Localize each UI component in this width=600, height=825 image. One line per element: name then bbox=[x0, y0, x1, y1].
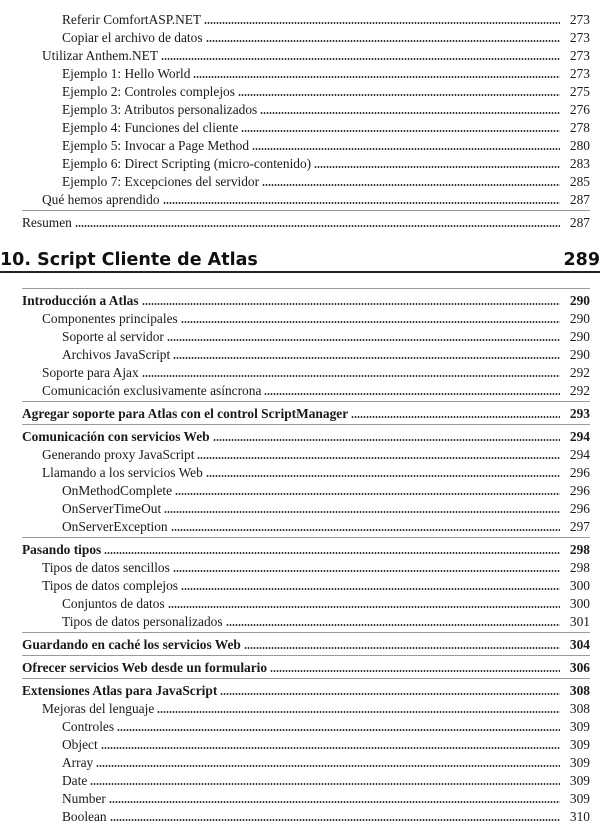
toc-entry-page: 273 bbox=[569, 48, 590, 63]
toc-entry-page: 285 bbox=[569, 174, 590, 189]
chapter-heading bbox=[0, 246, 600, 270]
dot-leader bbox=[244, 646, 560, 650]
dot-leader bbox=[175, 492, 560, 496]
toc-entry-label: Copiar el archivo de datos bbox=[62, 30, 203, 45]
toc-entry-page: 290 bbox=[569, 329, 590, 344]
toc-entry-label: Ejemplo 1: Hello World bbox=[62, 66, 191, 81]
dot-leader bbox=[193, 75, 560, 79]
dot-leader bbox=[163, 201, 560, 205]
toc-entry-page: 297 bbox=[569, 519, 590, 534]
separator-line bbox=[22, 678, 590, 679]
toc-entry bbox=[22, 291, 590, 309]
dot-leader bbox=[252, 147, 560, 151]
dot-leader bbox=[75, 224, 560, 228]
toc-entry-label: Ejemplo 3: Atributos personalizados bbox=[62, 102, 258, 117]
toc-entry-page: 292 bbox=[569, 365, 590, 380]
toc-entry bbox=[62, 771, 590, 789]
dot-leader bbox=[101, 746, 560, 750]
toc-entry-label: Ejemplo 6: Direct Scripting (micro-contenido) bbox=[62, 156, 312, 171]
dot-leader bbox=[181, 320, 560, 324]
separator-line bbox=[22, 632, 590, 633]
dot-leader bbox=[241, 129, 560, 133]
toc-entry-label: Agregar soporte para Atlas con el control ScriptManager bbox=[22, 406, 349, 421]
toc-entry bbox=[62, 345, 590, 363]
toc-entry-label: OnServerTimeOut bbox=[62, 501, 162, 516]
dot-leader bbox=[238, 93, 560, 97]
toc-entry bbox=[62, 499, 590, 517]
toc-entry-label: Object bbox=[62, 737, 98, 752]
toc-entry-label: Soporte para Ajax bbox=[42, 365, 139, 380]
toc-entry-page: 309 bbox=[569, 755, 590, 770]
toc-continued-entries bbox=[0, 10, 600, 208]
toc-entry bbox=[62, 100, 590, 118]
chapter-rule bbox=[0, 271, 600, 273]
dot-leader bbox=[173, 569, 560, 573]
toc-entry-page: 280 bbox=[569, 138, 590, 153]
toc-entry-label: Archivos JavaScript bbox=[62, 347, 171, 362]
toc-entry-label: Referir ComfortASP.NET bbox=[62, 12, 202, 27]
dot-leader bbox=[213, 438, 560, 442]
toc-entry-label: Comunicación con servicios Web bbox=[22, 429, 210, 444]
toc-entry-label: Array bbox=[62, 755, 94, 770]
toc-entry-page: 300 bbox=[569, 596, 590, 611]
toc-entry bbox=[62, 172, 590, 190]
toc-entry-page: 309 bbox=[569, 737, 590, 752]
toc-entry-page: 290 bbox=[569, 293, 590, 308]
toc-entry-page: 296 bbox=[569, 465, 590, 480]
toc-entry-label: OnServerException bbox=[62, 519, 168, 534]
toc-entry-page: 273 bbox=[569, 12, 590, 27]
toc-entry bbox=[42, 699, 590, 717]
toc-entry-label: Boolean bbox=[62, 809, 107, 824]
toc-entry-page: 310 bbox=[569, 809, 590, 824]
dot-leader bbox=[314, 165, 560, 169]
toc-entry-page: 278 bbox=[569, 120, 590, 135]
dot-leader bbox=[167, 338, 560, 342]
toc-entry-page: 287 bbox=[569, 215, 590, 230]
toc-entry-label: Ejemplo 7: Excepciones del servidor bbox=[62, 174, 260, 189]
toc-entry-page: 290 bbox=[569, 311, 590, 326]
toc-entry bbox=[62, 136, 590, 154]
dot-leader bbox=[109, 800, 560, 804]
toc-entry-label: Tipos de datos complejos bbox=[42, 578, 179, 593]
separator-line bbox=[22, 424, 590, 425]
dot-leader bbox=[142, 374, 560, 378]
dot-leader bbox=[220, 692, 560, 696]
dot-leader bbox=[142, 302, 560, 306]
toc-entry bbox=[42, 463, 590, 481]
toc-entry-label: OnMethodComplete bbox=[62, 483, 173, 498]
dot-leader bbox=[168, 605, 560, 609]
toc-entry bbox=[22, 681, 590, 699]
toc-entry-page: 273 bbox=[569, 66, 590, 81]
toc-entry-label: Ejemplo 2: Controles complejos bbox=[62, 84, 235, 99]
toc-entry-page: 296 bbox=[569, 483, 590, 498]
separator-line bbox=[22, 210, 590, 211]
toc-entry-page: 275 bbox=[569, 84, 590, 99]
separator-line bbox=[22, 655, 590, 656]
toc-entry-label: Number bbox=[62, 791, 106, 806]
toc-entry-page: 309 bbox=[569, 791, 590, 806]
dot-leader bbox=[262, 183, 560, 187]
toc-entry bbox=[62, 753, 590, 771]
separator-line bbox=[22, 537, 590, 538]
toc-entry bbox=[42, 558, 590, 576]
toc-entry-label: Soporte al servidor bbox=[62, 329, 164, 344]
dot-leader bbox=[351, 415, 560, 419]
toc-entry-page: 309 bbox=[569, 773, 590, 788]
toc-entry bbox=[62, 10, 590, 28]
toc-entry-page: 306 bbox=[569, 660, 590, 675]
toc-entry bbox=[62, 327, 590, 345]
toc-entry bbox=[22, 635, 590, 653]
toc-entry bbox=[62, 517, 590, 535]
toc-entry bbox=[62, 118, 590, 136]
toc-entry-page: 294 bbox=[569, 429, 590, 444]
dot-leader bbox=[157, 710, 560, 714]
toc-entry-label: Guardando en caché los servicios Web bbox=[22, 637, 241, 652]
toc-entry bbox=[62, 735, 590, 753]
toc-entry bbox=[62, 789, 590, 807]
toc-entry-page: 290 bbox=[569, 347, 590, 362]
dot-leader bbox=[96, 764, 560, 768]
toc-chapter-entries bbox=[0, 286, 600, 825]
toc-entry bbox=[62, 717, 590, 735]
chapter-title: 10. Script Cliente de Atlas bbox=[0, 250, 258, 270]
toc-entry bbox=[62, 82, 590, 100]
toc-entry-label: Extensiones Atlas para JavaScript bbox=[22, 683, 218, 698]
toc-entry bbox=[42, 576, 590, 594]
toc-entry-label: Resumen bbox=[22, 215, 72, 230]
toc-entry bbox=[62, 807, 590, 825]
toc-entry-label: Utilizar Anthem.NET bbox=[42, 48, 159, 63]
toc-entry-page: 301 bbox=[569, 614, 590, 629]
toc-entry bbox=[62, 28, 590, 46]
toc-entry-label: Ofrecer servicios Web desde un formulario bbox=[22, 660, 268, 675]
toc-entry-page: 287 bbox=[569, 192, 590, 207]
toc-entry-label: Generando proxy JavaScript bbox=[42, 447, 195, 462]
toc-entry-label: Qué hemos aprendido bbox=[42, 192, 160, 207]
dot-leader bbox=[110, 818, 560, 822]
toc-entry bbox=[42, 363, 590, 381]
toc-entry-label: Introducción a Atlas bbox=[22, 293, 139, 308]
dot-leader bbox=[164, 510, 560, 514]
toc-entry-label: Pasando tipos bbox=[22, 542, 102, 557]
dot-leader bbox=[204, 21, 560, 25]
dot-leader bbox=[173, 356, 560, 360]
toc-entry-page: 298 bbox=[569, 560, 590, 575]
toc-entry-label: Tipos de datos personalizados bbox=[62, 614, 223, 629]
dot-leader bbox=[206, 474, 560, 478]
dot-leader bbox=[161, 57, 560, 61]
toc-entry bbox=[22, 404, 590, 422]
toc-resumen bbox=[0, 208, 600, 231]
toc-entry-label: Conjuntos de datos bbox=[62, 596, 165, 611]
toc-entry-page: 300 bbox=[569, 578, 590, 593]
toc-entry-page: 304 bbox=[569, 637, 590, 652]
toc-entry-page: 283 bbox=[569, 156, 590, 171]
toc-entry-label: Ejemplo 5: Invocar a Page Method bbox=[62, 138, 250, 153]
toc-entry-page: 309 bbox=[569, 719, 590, 734]
toc-entry bbox=[42, 381, 590, 399]
toc-entry bbox=[42, 309, 590, 327]
toc-entry-label: Comunicación exclusivamente asíncrona bbox=[42, 383, 262, 398]
dot-leader bbox=[260, 111, 560, 115]
toc-entry-label: Componentes principales bbox=[42, 311, 178, 326]
toc-entry bbox=[42, 445, 590, 463]
toc-entry-page: 292 bbox=[569, 383, 590, 398]
toc-entry-label: Mejoras del lenguaje bbox=[42, 701, 155, 716]
toc-entry-page: 308 bbox=[569, 701, 590, 716]
toc-entry bbox=[42, 46, 590, 64]
toc-entry bbox=[22, 213, 590, 231]
toc-entry bbox=[62, 154, 590, 172]
toc-entry bbox=[22, 427, 590, 445]
toc-entry-label: Llamando a los servicios Web bbox=[42, 465, 203, 480]
dot-leader bbox=[264, 392, 560, 396]
toc-entry-label: Date bbox=[62, 773, 88, 788]
toc-entry-label: Tipos de datos sencillos bbox=[42, 560, 170, 575]
toc-entry-page: 308 bbox=[569, 683, 590, 698]
toc-entry bbox=[22, 658, 590, 676]
dot-leader bbox=[90, 782, 560, 786]
separator-line bbox=[22, 288, 590, 289]
dot-leader bbox=[171, 528, 560, 532]
dot-leader bbox=[270, 669, 560, 673]
dot-leader bbox=[117, 728, 560, 732]
toc-entry-page: 298 bbox=[569, 542, 590, 557]
chapter-page: 289 bbox=[563, 250, 600, 270]
dot-leader bbox=[181, 587, 560, 591]
dot-leader bbox=[226, 623, 560, 627]
dot-leader bbox=[104, 551, 560, 555]
toc-entry bbox=[42, 190, 590, 208]
toc-entry-page: 276 bbox=[569, 102, 590, 117]
toc-entry-label: Controles bbox=[62, 719, 115, 734]
toc-entry bbox=[62, 612, 590, 630]
toc-entry-page: 296 bbox=[569, 501, 590, 516]
separator-line bbox=[22, 401, 590, 402]
toc-entry-page: 293 bbox=[569, 406, 590, 421]
toc-entry-page: 294 bbox=[569, 447, 590, 462]
toc-entry bbox=[22, 540, 590, 558]
dot-leader bbox=[197, 456, 560, 460]
toc-entry bbox=[62, 594, 590, 612]
toc-entry bbox=[62, 64, 590, 82]
toc-entry bbox=[62, 481, 590, 499]
toc-entry-label: Ejemplo 4: Funciones del cliente bbox=[62, 120, 239, 135]
dot-leader bbox=[206, 39, 560, 43]
toc-entry-page: 273 bbox=[569, 30, 590, 45]
